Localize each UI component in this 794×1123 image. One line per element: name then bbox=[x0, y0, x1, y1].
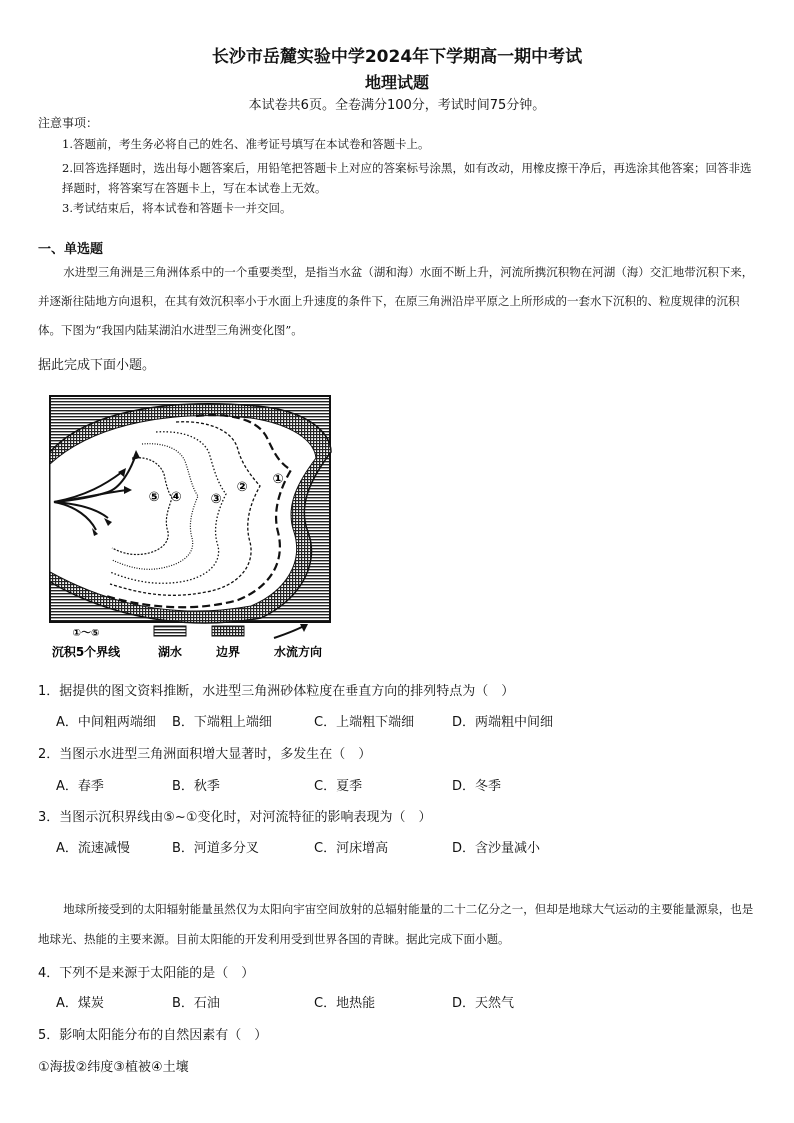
notice-item: 1.答题前，考生务必将自己的姓名、准考证号填写在本试卷和答题卡上。 bbox=[62, 137, 430, 151]
option[interactable]: D．含沙量减小 bbox=[452, 841, 541, 856]
option[interactable]: D．两端粗中间细 bbox=[452, 715, 554, 730]
question-4: 4．下列不是来源于太阳能的是（ ） bbox=[38, 966, 255, 981]
section-heading: 一、单选题 bbox=[38, 242, 104, 257]
notice-item: 2.回答选择题时，选出每小题答案后，用铅笔把答题卡上对应的答案标号涂黑，如有改动，用橡皮擦干净后，再选涂其他答案；回答非选择题时，将答案写在答题卡上，写在本试卷上无效。 bbox=[62, 161, 752, 195]
legend-swatch-boundary bbox=[212, 626, 244, 636]
legend-label-boundary: 边界 bbox=[215, 645, 241, 659]
exam-subject: 地理试题 bbox=[364, 73, 429, 92]
legend-arrow-icon bbox=[274, 626, 304, 638]
option[interactable]: B．秋季 bbox=[172, 779, 220, 794]
legend-label-flow: 水流方向 bbox=[273, 645, 323, 659]
option[interactable]: A．煤炭 bbox=[56, 996, 104, 1011]
option[interactable]: C．地热能 bbox=[314, 996, 376, 1011]
option[interactable]: B．河道多分叉 bbox=[172, 841, 259, 856]
instruction: 据此完成下面小题。 bbox=[38, 358, 156, 373]
marker-4: ④ bbox=[170, 490, 182, 505]
exam-info: 本试卷共6页。全卷满分100分，考试时间75分钟。 bbox=[248, 98, 546, 113]
option[interactable]: C．夏季 bbox=[314, 779, 363, 794]
question-2: 2．当图示水进型三角洲面积增大显著时，多发生在（ ） bbox=[38, 747, 372, 762]
passage-delta: 水进型三角洲是三角洲体系中的一个重要类型，是指当水盆（湖和海）水面不断上升，河流所携沉积物在河湖（海）交汇地带沉积下来，并逐渐往陆地方向退积，在其有效沉积率小于水面上升速度的条件下，在原三角洲沿岸平原之上所形成的一套水下沉积的、粒度规律的沉积体。下图为“我国内陆某湖泊水进型三角洲变化图”。 bbox=[38, 265, 754, 337]
legend-symbol-markers: ①～⑤ bbox=[72, 628, 100, 639]
legend-label-lake: 湖水 bbox=[157, 645, 183, 659]
option[interactable]: A．流速减慢 bbox=[56, 841, 130, 856]
legend-label-markers: 沉积5个界线 bbox=[51, 645, 121, 659]
option[interactable]: D．天然气 bbox=[452, 996, 515, 1011]
marker-1: ① bbox=[272, 472, 284, 487]
notice-item: 3.考试结束后，将本试卷和答题卡一并交回。 bbox=[62, 201, 292, 215]
question-3: 3．当图示沉积界线由⑤~①变化时，对河流特征的影响表现为（ ） bbox=[38, 810, 432, 825]
option[interactable]: B．石油 bbox=[172, 996, 220, 1011]
option[interactable]: D．冬季 bbox=[452, 779, 502, 794]
delta-plain bbox=[50, 416, 316, 611]
exam-title: 长沙市岳麓实验中学2024年下学期高一期中考试 bbox=[211, 47, 583, 67]
question-5: 5．影响太阳能分布的自然因素有（ ） bbox=[38, 1028, 268, 1043]
option[interactable]: C．上端粗下端细 bbox=[314, 715, 415, 730]
question-1: 1．据提供的图文资料推断，水进型三角洲砂体粒度在垂直方向的排列特点为（ ） bbox=[38, 684, 515, 699]
figure-legend bbox=[52, 624, 322, 659]
passage-solar: 地球所接受到的太阳辐射能量虽然仅为太阳向宇宙空间放射的总辐射能量的二十二亿分之一，但却是地球大气运动的主要能量源泉，也是地球光、热能的主要来源。目前太阳能的开发利用受到世界各国的青睐。据此完成下面小题。 bbox=[38, 902, 754, 946]
option[interactable]: A．中间粗两端细 bbox=[56, 715, 156, 730]
option[interactable]: C．河床增高 bbox=[314, 841, 389, 856]
marker-5: ⑤ bbox=[148, 490, 160, 505]
marker-3: ③ bbox=[210, 492, 222, 507]
notice-heading: 注意事项： bbox=[38, 116, 99, 130]
option[interactable]: B．下端粗上端细 bbox=[172, 715, 272, 730]
delta-figure bbox=[46, 392, 346, 664]
marker-2: ② bbox=[236, 480, 248, 495]
option[interactable]: A．春季 bbox=[56, 779, 104, 794]
delta-diagram bbox=[46, 392, 346, 664]
legend-swatch-lake bbox=[154, 626, 186, 636]
question-5-items: ①海拔②纬度③植被④土壤 bbox=[38, 1060, 189, 1075]
